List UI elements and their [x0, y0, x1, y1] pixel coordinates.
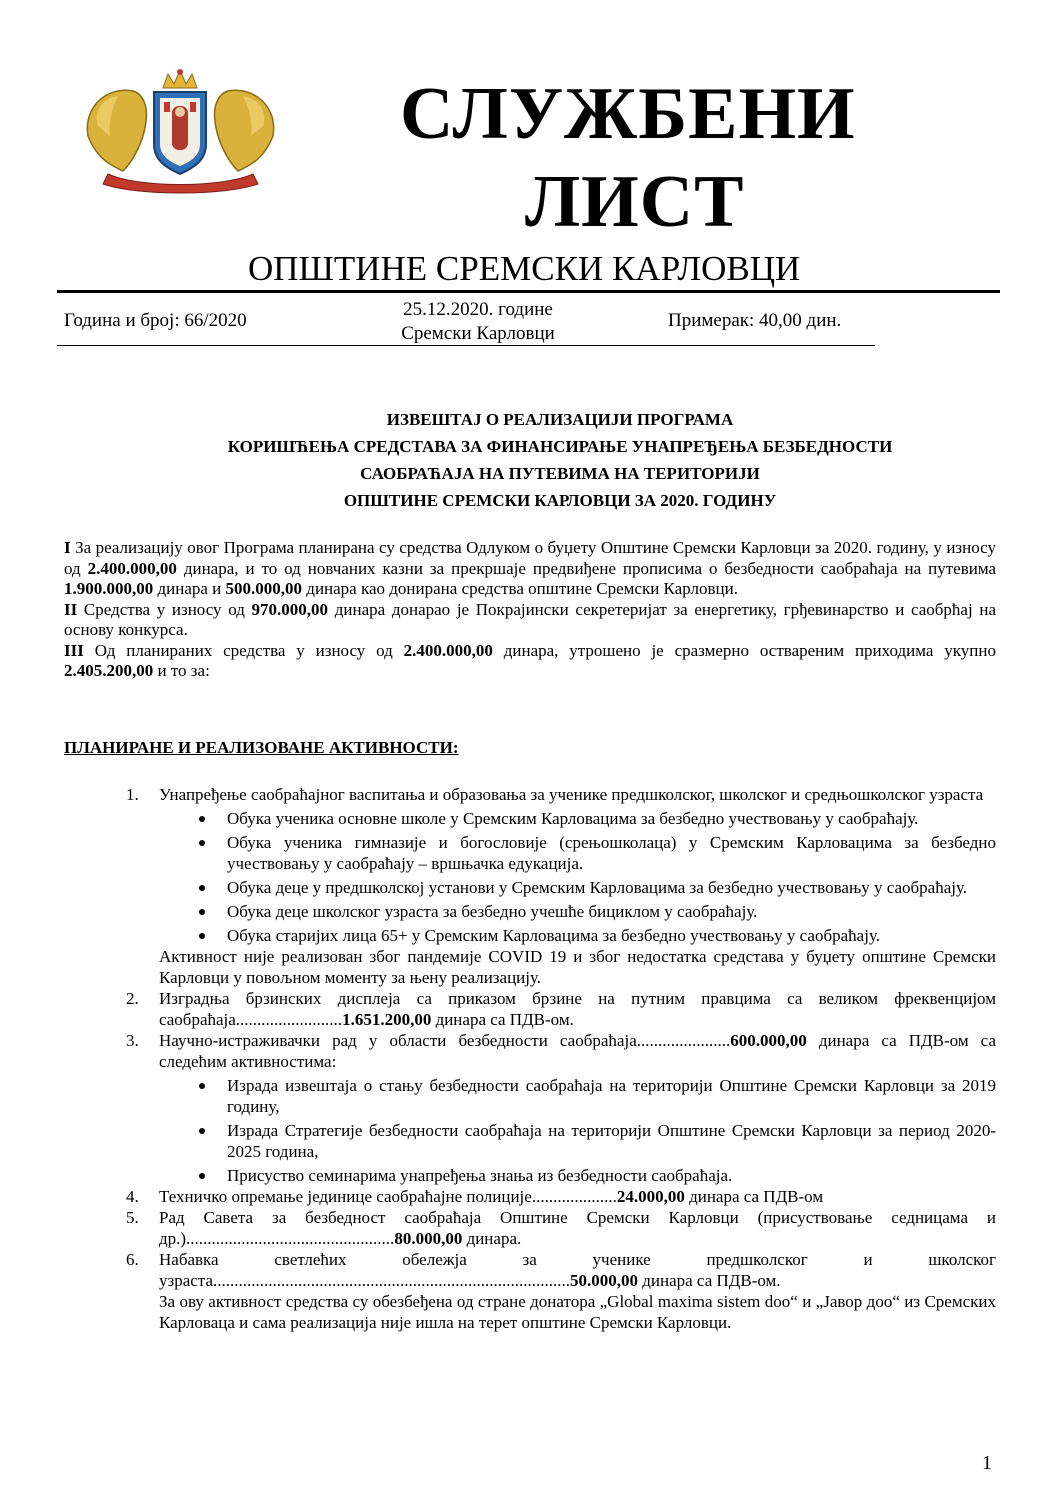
list-item: 6. Набавка светлећих обележја за ученике предшколског и школског узраста....................................................................................50.000,00 динара са ПДВ-ом. За ову активност средства су обезбеђена од стране донатора „Global maxima sistem doo“ и „Јавор доо“ из Сремских Карловаца и сама реализација није ишла на терет општине Сремски Карловци. — [126, 1250, 996, 1332]
heading-line: КОРИШЋЕЊА СРЕДСТАВА ЗА ФИНАНСИРАЊЕ УНАПРЕЂЕЊА БЕЗБЕДНОСТИ — [227, 437, 893, 456]
year-issue: Година и број: 66/2020 — [64, 310, 247, 331]
item-note: За ову активност средства су обезбеђена од стране донатора „Global maxima sistem doo“ и „Јавор доо“ из Сремских Карловаца и сама реализација није ишла на терет општине Сремски Карловци. — [159, 1292, 996, 1332]
page-number: 1 — [982, 1452, 992, 1474]
bullet-icon — [199, 1083, 205, 1089]
issue-date: 25.12.2020. године — [403, 299, 553, 320]
list-bullet: Израда извештаја о стању безбедности саобраћаја на територији Општине Сремски Карловци за 2019 годину, — [159, 1075, 996, 1117]
heading-line: ИЗВЕШТАЈ О РЕАЛИЗАЦИЈИ ПРОГРАМА — [386, 410, 734, 429]
bullet-icon — [199, 816, 205, 822]
list-bullet: Обука деце у предшколској установи у Сремским Карловацима за безбедно учествовању у саобраћају. — [159, 877, 996, 898]
intro-paragraphs — [64, 538, 996, 682]
bullet-icon — [199, 1173, 205, 1179]
list-bullet: Обука деце школског узраста за безбедно учешће бициклом у саобраћају. — [159, 901, 996, 922]
paragraph-i: I За реализацију овог Програма планирана су средства Одлуком о буџету Општине Сремски Карловци за 2020. годину, у износу од 2.400.000,00 динара, и то од новчаних казни за прекршаје предвиђене прописима о безбедности саобраћаја на путевима 1.900.000,00 динара и 500.000,00 динара као донирана средства општине Сремски Карловци. — [64, 538, 996, 598]
bullet-icon — [199, 885, 205, 891]
list-bullet: Обука ученика основне школе у Сремским Карловацима за безбедно учествовању у саобраћају. — [159, 808, 996, 829]
list-item: 1. Унапређење саобраћајног васпитања и образовања за ученике предшколског, школског и средњошколског узраста Обука ученика основне школе у Сремским Карловацима за безбедно учествовању у саобраћају. Обука ученика гимназије и богословије (срењошколаца) у Сремским Карловацима за безбедно учествовању у саобраћају – вршњачка едукација. Обука деце у предшколској установи у Сремским Карловацима за безбедно учествовању у саобраћају. Обука деце школског узраста за безбедно учешће бициклом у саобраћају. Обука старијих лица 65+ у Сремским Карловацима за безбедно учествовању у саобраћају. Активност није реализован због пандемије COVID 19 и због недостатка средстава у буџету општине Сремски Карловци у повољном моменту за њену реализацију. — [126, 785, 996, 987]
list-item: 3. Научно-истраживачки рад у области безбедности саобраћаја......................600.000,00 динара са ПДВ-ом са следећим активностима: Израда извештаја о стању безбедности саобраћаја на територији Општине Сремски Карловци за 2019 годину, Израда Стратегије безбедности саобраћаја на територији Општине Сремски Карловци за период 2020-2025 година, Присуство семинарима унапређења знања из безбедности саобраћаја. — [126, 1031, 996, 1185]
list-item: 2. Изградња брзинских дисплеја са приказом брзине на путним правцима са великом фреквенцијом саобраћаја.........................1.651.200,00 динара са ПДВ-ом. — [126, 989, 996, 1029]
issue-price: Примерак: 40,00 дин. — [668, 310, 842, 331]
item-note: Активност није реализован због пандемије COVID 19 и због недостатка средстава у буџету општине Сремски Карловци у повољном моменту за њену реализацију. — [159, 947, 996, 987]
list-bullet: Обука старијих лица 65+ у Сремским Карловацима за безбедно учествовању у саобраћају. — [159, 925, 996, 946]
report-heading — [120, 406, 1000, 514]
bullet-icon — [199, 840, 205, 846]
paragraph-ii: II Средства у износу од 970.000,00 динара донарао је Покрајински секретеријат за енергетику, грђевинарство и саобрћај на основу конкурса. — [64, 599, 996, 639]
masthead-title-line2: ЛИСТ — [525, 161, 745, 243]
header-divider-bottom — [57, 345, 875, 346]
coat-of-arms-logo — [78, 66, 283, 196]
issue-date-place — [368, 298, 588, 346]
heading-line: САОБРАЋАЈА НА ПУТЕВИМА НА ТЕРИТОРИЈИ — [360, 464, 760, 483]
bullet-icon — [199, 933, 205, 939]
heading-line: ОПШТИНЕ СРЕМСКИ КАРЛОВЦИ ЗА 2020. ГОДИНУ — [343, 491, 777, 510]
list-item: 5. Рад Савета за безбедност саобраћаја Општине Сремски Карловци (присуствовање седницама и др.).................................................80.000,00 динара. — [126, 1208, 996, 1248]
masthead-title-line1: СЛУЖБЕНИ — [400, 73, 856, 155]
bullet-icon — [199, 1128, 205, 1134]
paragraph-iii: III Од планираних средства у износу од 2.400.000,00 динара, утрошено је сразмерно оствареним приходима укупно 2.405.200,00 и то за: — [64, 640, 996, 680]
bullet-icon — [199, 909, 205, 915]
header-divider — [57, 290, 1000, 293]
list-bullet: Израда Стратегије безбедности саобраћаја на територији Општине Сремски Карловци за период 2020-2025 година, — [159, 1120, 996, 1162]
activities-heading: ПЛАНИРАНЕ И РЕАЛИЗОВАНЕ АКТИВНОСТИ: — [64, 738, 459, 757]
list-item: 4. Техничко опремање јединице саобраћајне полиције....................24.000,00 динара са ПДВ-ом — [126, 1187, 824, 1206]
list-bullet: Присуство семинарима унапређења знања из безбедности саобраћаја. — [159, 1165, 996, 1186]
activities-list — [110, 784, 996, 1333]
list-bullet: Обука ученика гимназије и богословије (срењошколаца) у Сремским Карловацима за безбедно учествовању у саобраћају – вршњачка едукација. — [159, 832, 996, 874]
issue-place: Сремски Карловци — [401, 323, 555, 344]
masthead-subtitle: ОПШТИНЕ СРЕМСКИ КАРЛОВЦИ — [248, 249, 801, 288]
